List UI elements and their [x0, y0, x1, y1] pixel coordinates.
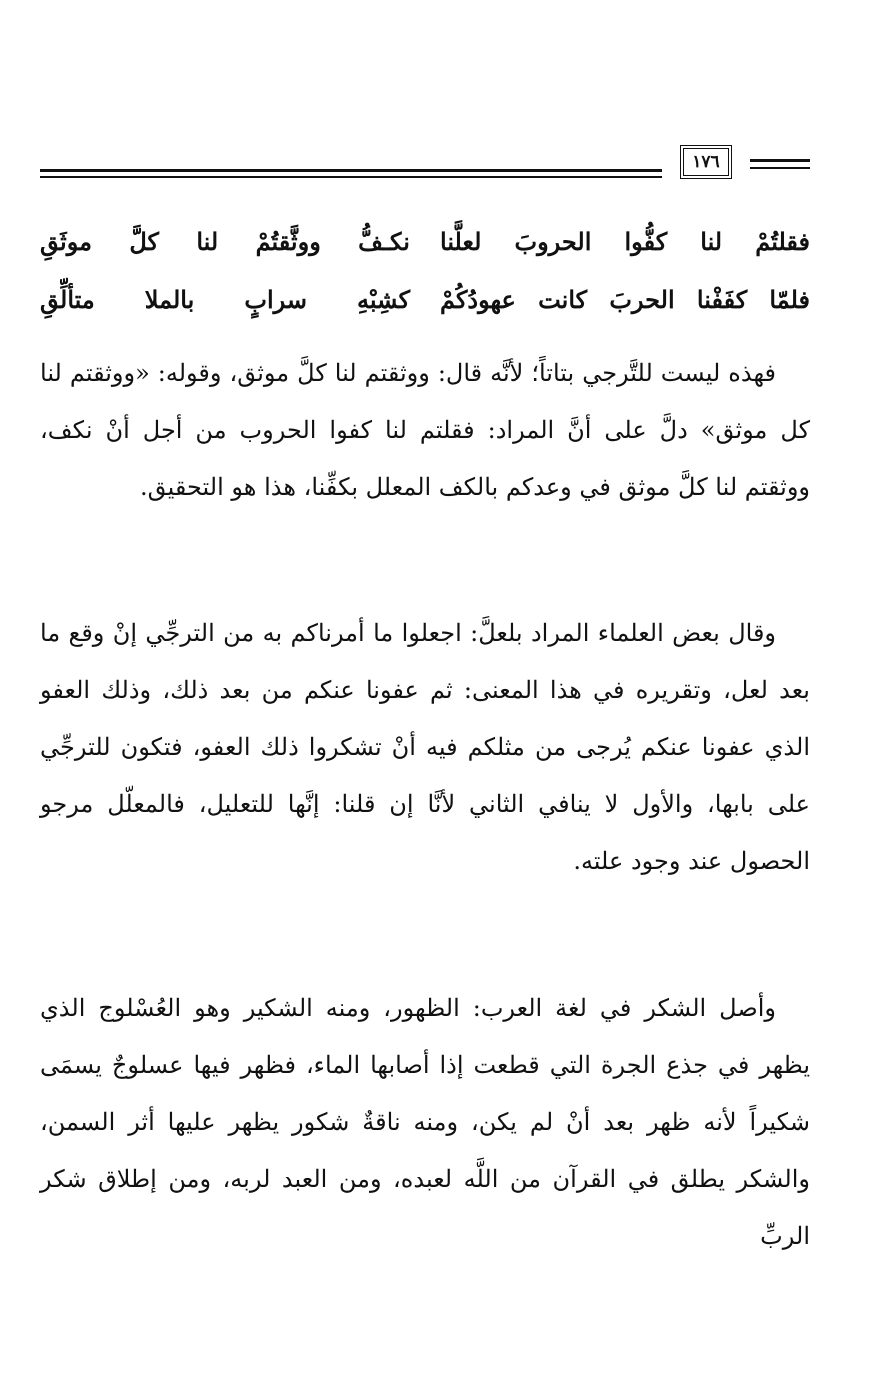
paragraph-1-text: فهذه ليست للتَّرجي بتاتاً؛ لأنَّه قال: ووثقتم لنا كلَّ موثق، وقوله: «ووثقتم لنا كل موثق» دلَّ على أنَّ المراد: فقلتم لنا كفوا الحروب من أجل أنْ نكف، ووثقتم لنا كلَّ موثق في وعدكم بالكف المعلل بكفِّنا، هذا هو التحقيق. — [40, 359, 810, 501]
verse-1 — [40, 212, 810, 270]
paragraph-2-text: وقال بعض العلماء المراد بلعلَّ: اجعلوا ما أمرناكم به من الترجِّي إنْ وقع ما بعد لعل، وتقريره في هذا المعنى: ثم عفونا عنكم من بعد ذلك، وذلك العفو الذي عفونا عنكم يُرجى من مثلكم فيه أنْ تشكروا ذلك العفو، فتكون للترجِّي على بابها، والأول لا ينافي الثاني لأنَّا إن قلنا: إنَّها للتعليل، فالمعلّل مرجو الحصول عند وجود علته. — [40, 619, 810, 875]
header-rule-thin — [40, 176, 662, 178]
header-rule-thick — [40, 169, 662, 172]
header-rule-short-top — [750, 159, 810, 162]
page-header — [40, 143, 810, 183]
header-rule-short-bottom — [750, 167, 810, 169]
verse-1-first-hemistich: فقلتُمْ لنا كفُّوا الحروبَ لعلَّنا — [440, 226, 810, 256]
page-number: ١٧٦ — [680, 145, 732, 179]
verse-2-second-hemistich: كشِبْهِ سرابٍ بالملا متألِّقِ — [40, 284, 410, 314]
paragraph-2 — [40, 605, 810, 890]
verse-2-first-hemistich: فلمّا كفَفْنا الحربَ كانت عهودُكُمْ — [440, 284, 810, 314]
paragraph-3 — [40, 980, 810, 1265]
paragraph-1 — [40, 345, 810, 516]
paragraph-3-text: وأصل الشكر في لغة العرب: الظهور، ومنه الشكير وهو العُسْلوج الذي يظهر في جذع الجرة التي قطعت إذا أصابها الماء، فظهر فيها عسلوجٌ يسمَى شكيراً لأنه ظهر بعد أنْ لم يكن، ومنه ناقةٌ شكور يظهر عليها أثر السمن، والشكر يطلق في القرآن من اللَّه لعبده، ومن العبد لربه، ومن إطلاق شكر الربِّ — [40, 994, 810, 1250]
verse-1-second-hemistich: نكـفُّ ووثَّقتُمْ لنا كلَّ موثَقِ — [40, 226, 410, 256]
verse-2 — [40, 270, 810, 328]
poem — [40, 212, 810, 328]
